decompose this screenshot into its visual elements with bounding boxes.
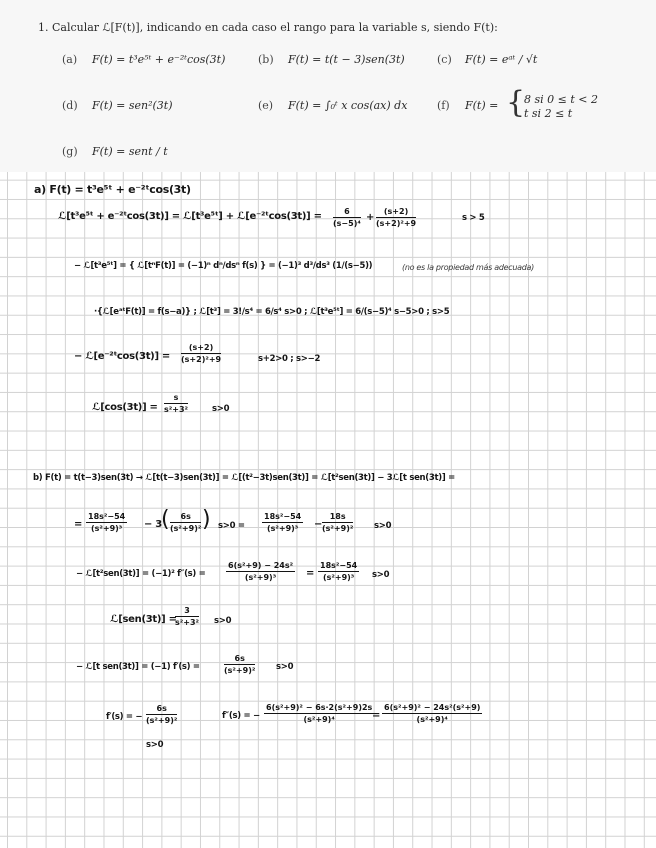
b-line2-frac2: [170, 512, 201, 533]
frac-den: s²+3²: [175, 618, 200, 627]
b-heading: b) F(t) = t(t−3)sen(3t) → ℒ[t(t−3)sen(3t)] = ℒ[(t²−3t)sen(3t)] = ℒ[t²sen(3t)] − 3ℒ[t sen(3t)] =: [33, 473, 455, 483]
a-line3-head: − ℒ[t³e⁵ᵗ] = { ℒ[tⁿF(t)] = (−1)ⁿ dⁿ/dsⁿ f(s) } = (−1)³ d³/ds³ (1/(s−5)): [74, 261, 373, 271]
b-line5-head: − ℒ[t sen(3t)] = (−1) f′(s) =: [76, 662, 200, 672]
item-d-expr: F(t) = sen²(3t): [92, 99, 173, 112]
item-f-head: F(t) =: [465, 99, 499, 112]
frac-den: (s+2)²+9: [181, 355, 222, 364]
frac-num: 18s²−54: [320, 561, 358, 570]
frac-den: (s²+9)²: [224, 666, 256, 675]
b-line2-frac3: [262, 512, 303, 533]
b-line2-minus: −: [314, 519, 323, 530]
problem-intro: 1. Calcular ℒ[F(t)], indicando en cada caso el rango para la variable s, siendo F(t):: [38, 21, 498, 34]
b-line6-head: f′(s) = −: [106, 712, 143, 722]
frac-den: (s²+9)³: [322, 573, 355, 582]
item-f-case2: t si 2 ≤ t: [524, 107, 573, 120]
item-c-label: (c): [437, 53, 452, 66]
item-g-label: (g): [62, 145, 78, 158]
b-line4-head: ℒ[sen(3t)] =: [110, 614, 177, 625]
a-line5-head: − ℒ[e⁻²ᵗcos(3t)] =: [74, 351, 170, 362]
b-line3-head: − ℒ[t²sen(3t)] = (−1)² f″(s) =: [76, 569, 206, 579]
frac-num: 18s²−54: [88, 512, 126, 521]
frac-den: (s+2)²+9: [376, 219, 417, 228]
frac-den: (s²+9)⁴: [303, 715, 335, 724]
b-line6-frac3: [382, 703, 482, 724]
item-b-label: (b): [258, 53, 274, 66]
a-line2-range: s > 5: [462, 213, 485, 223]
frac-num: 6(s²+9) − 24s²: [228, 561, 294, 570]
b-line2-range2: s>0: [374, 521, 392, 531]
item-g-expr: F(t) = sent / t: [92, 145, 168, 158]
frac-num: 3: [175, 606, 199, 617]
b-line5-frac: [224, 654, 255, 675]
a-line2-frac2: [376, 207, 416, 228]
frac-num: (s+2): [376, 207, 416, 218]
b-line6-eq: =: [372, 710, 381, 721]
frac-num: 6(s²+9)² − 24s²(s²+9): [384, 703, 481, 712]
frac-den: (s²+9)³: [90, 524, 123, 533]
a-heading: a) F(t) = t³e⁵ᵗ + e⁻²ᵗcos(3t): [34, 183, 191, 196]
b-line6-range: s>0: [146, 740, 164, 750]
frac-num: 18s: [322, 512, 353, 523]
b-line2-eq: =: [74, 519, 83, 530]
frac-num: (s+2): [181, 343, 221, 354]
frac-num: 6(s²+9)² − 6s·2(s²+9)2s: [266, 703, 373, 712]
frac-num: 6: [333, 207, 361, 218]
b-line6-frac1: [146, 704, 177, 725]
item-a-expr: F(t) = t³e⁵ᵗ + e⁻²ᵗcos(3t): [92, 53, 226, 66]
brace-icon: {: [506, 85, 526, 120]
frac-den: (s²+9)³: [244, 573, 277, 582]
b-line6-frac2: [264, 703, 374, 724]
b-line3-range: s>0: [372, 570, 390, 580]
b-line2-mid: − 3: [144, 519, 162, 530]
a-line5-range: s+2>0 ; s>−2: [258, 354, 321, 364]
item-f-label: (f): [437, 99, 450, 112]
a-line5-frac: [181, 343, 221, 364]
b-line6-head2: f″(s) = −: [222, 711, 260, 721]
item-b-expr: F(t) = t(t − 3)sen(3t): [288, 53, 405, 66]
frac-den: (s²+9)²: [146, 716, 178, 725]
b-line3-frac1: [226, 561, 295, 582]
problem-statement: [0, 0, 656, 172]
a-line2-plus: +: [366, 212, 375, 223]
item-f-case1: 8 si 0 ≤ t < 2: [524, 93, 598, 106]
frac-den: (s²+9)²: [322, 524, 354, 533]
frac-num: s: [164, 393, 188, 404]
frac-den: (s²+9)³: [266, 524, 299, 533]
frac-den: (s²+9)²: [170, 524, 202, 533]
b-line2-frac1: [86, 512, 127, 533]
a-line6-range: s>0: [212, 404, 230, 414]
a-line2-frac1: [333, 207, 361, 228]
paren-open-icon: (: [161, 507, 170, 532]
a-line3-note: (no es la propiedad más adecuada): [402, 263, 534, 272]
item-e-expr: F(t) = ∫₀ᵗ x cos(ax) dx: [288, 99, 408, 112]
frac-num: 6s: [146, 704, 177, 715]
item-c-expr: F(t) = eᵃᵗ / √t: [465, 53, 538, 66]
a-line6-frac: [164, 393, 188, 414]
a-line4: ·{ℒ[eᵃᵗF(t)] = f(s−a)} ; ℒ[t³] = 3!/s⁴ = 6/s⁴ s>0 ; ℒ[t³e⁵ᵗ] = 6/(s−5)⁴ s−5>0 ; s>5: [94, 307, 450, 317]
frac-den: (s²+9)⁴: [416, 715, 448, 724]
b-line3-eq: =: [306, 568, 315, 579]
b-line2-range1: s>0 =: [218, 521, 245, 531]
b-line4-range: s>0: [214, 616, 232, 626]
frac-den: (s−5)⁴: [333, 219, 361, 228]
b-line3-frac2: [318, 561, 359, 582]
item-a-label: (a): [62, 53, 78, 66]
frac-num: 18s²−54: [264, 512, 302, 521]
a-line2-head: ℒ[t³e⁵ᵗ + e⁻²ᵗcos(3t)] = ℒ[t³e⁵ᵗ] + ℒ[e⁻²ᵗcos(3t)] =: [58, 211, 322, 222]
item-e-label: (e): [258, 99, 274, 112]
item-d-label: (d): [62, 99, 78, 112]
a-line6-head: ℒ[cos(3t)] =: [92, 402, 158, 413]
b-line2-frac4: [322, 512, 353, 533]
frac-den: s²+3²: [164, 405, 189, 414]
frac-num: 6s: [170, 512, 201, 523]
b-line4-frac: [175, 606, 199, 627]
paren-close-icon: ): [202, 507, 211, 532]
frac-num: 6s: [224, 654, 255, 665]
b-line5-range: s>0: [276, 662, 294, 672]
